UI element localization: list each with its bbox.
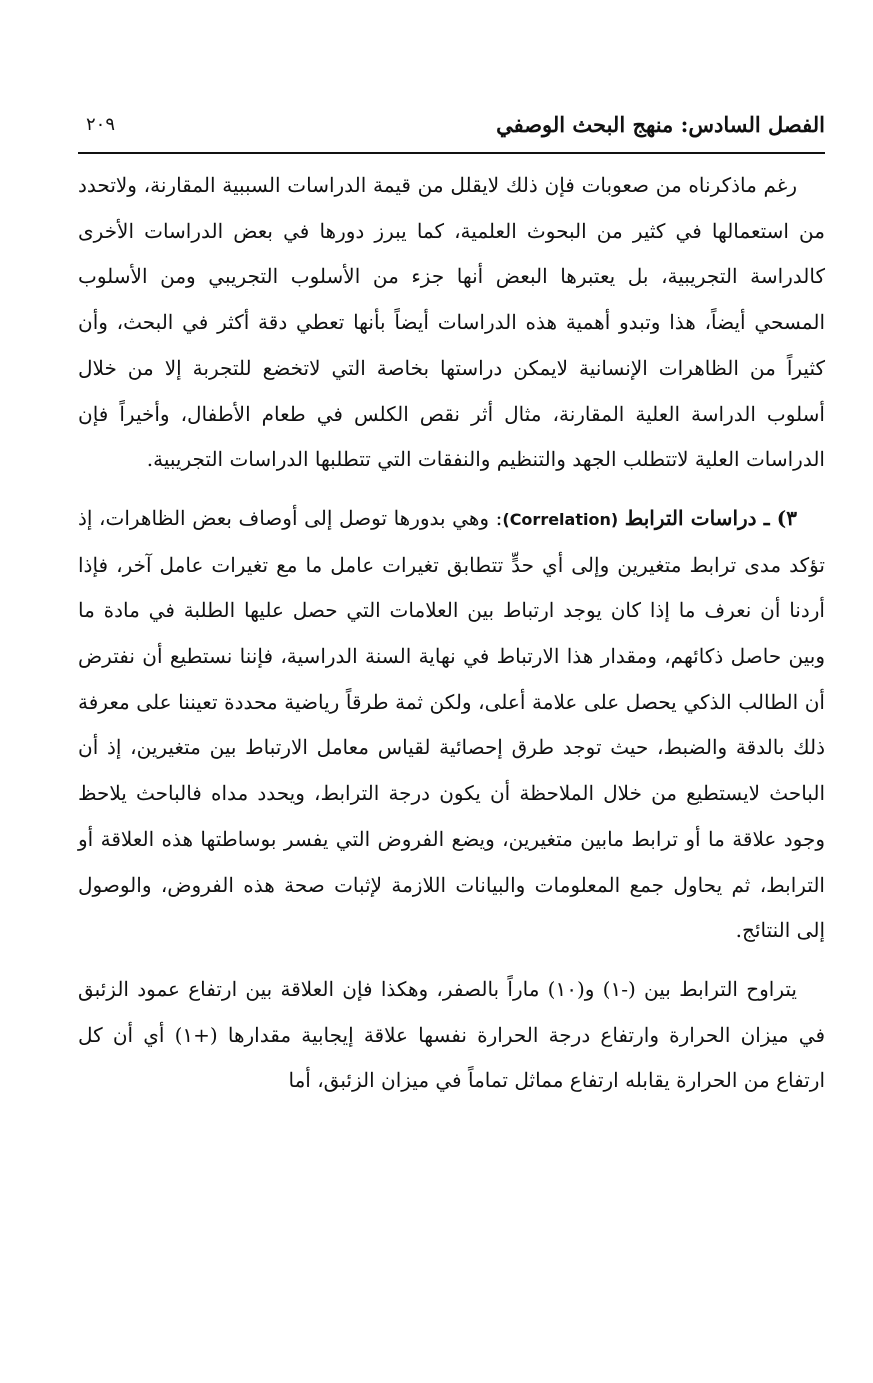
running-title: الفصل السادس: منهج البحث الوصفي: [496, 112, 825, 137]
section-heading: ٣) ـ دراسات الترابط: [624, 505, 797, 530]
paragraph-text: : وهي بدورها توصل إلى أوصاف بعض الظاهرات، إذ تؤكد مدى ترابط متغيرين وإلى أي حدٍّ تتطابق تغيرات عامل ما مع تغيرات عامل آخر، فإذا أردنا أن نعرف ما إذا كان يوجد ارتباط بين العلامات التي حصل عليها الطلبة في مادة ما وبين حاصل ذكائهم، ومقدار هذا الارتباط في نهاية السنة الدراسية، فإننا نستطيع أن نفترض أن الطالب الذكي يحصل على علامة أعلى، ولكن ثمة طرقاً رياضية محددة تعيننا على معرفة ذلك بالدقة والضبط، حيث توجد طرق إحصائية لقياس معامل الارتباط بين متغيرين، إذ أن الباحث لايستطيع من خلال الملاحظة أن يكون درجة الترابط، ويحدد مداه فالباحث يلاحظ وجود علاقة ما أو ترابط مابين متغيرين، ويضع الفروض التي يفسر بوساطتها هذه العلاقة أو الترابط، ثم يحاول جمع المعلومات والبيانات اللازمة لإثبات صحة هذه الفروض، والوصول إلى النتائج.: [78, 505, 825, 943]
english-term: (Correlation): [502, 509, 619, 529]
body-text: [78, 163, 825, 1104]
page-header: [78, 108, 825, 154]
paragraph-correlation-range: [78, 967, 825, 1104]
paragraph-text: يتراوح الترابط بين (-١) و(١٠) ماراً بالصفر، وهكذا فإن العلاقة بين ارتفاع عمود الزئبق في ميزان الحرارة وارتفاع درجة الحرارة نفسها علاقة إيجابية مقدارها (+١) أي أن كل ارتفاع من الحرارة يقابله ارتفاع مماثل تماماً في ميزان الزئبق، أما: [78, 976, 826, 1093]
paragraph-correlation-studies: [78, 496, 825, 954]
paragraph-causal-comparative: [78, 163, 825, 483]
page-number: ٢٠٩: [86, 114, 116, 135]
paragraph-text: رغم ماذكرناه من صعوبات فإن ذلك لايقلل من قيمة الدراسات السببية المقارنة، ولاتحدد من استعمالها في كثير من البحوث العلمية، كما يبرز دورها في بعض الدراسات الأخرى كالدراسة التجريبية، بل يعتبرها البعض أنها جزء من الأسلوب التجريبي ومن الأسلوب المسحي أيضاً، هذا وتبدو أهمية هذه الدراسات أيضاً بأنها تعطي دقة أكثر في البحث، وأن كثيراً من الظاهرات الإنسانية لايمكن دراستها بخاصة التي لاتخضع للتجربة إلا من خلال أسلوب الدراسة العلية المقارنة، مثال أثر نقص الكلس في طعام الأطفال، وأخيراً فإن الدراسات العلية لاتتطلب الجهد والتنظيم والنفقات التي تتطلبها الدراسات التجريبية.: [78, 173, 825, 472]
